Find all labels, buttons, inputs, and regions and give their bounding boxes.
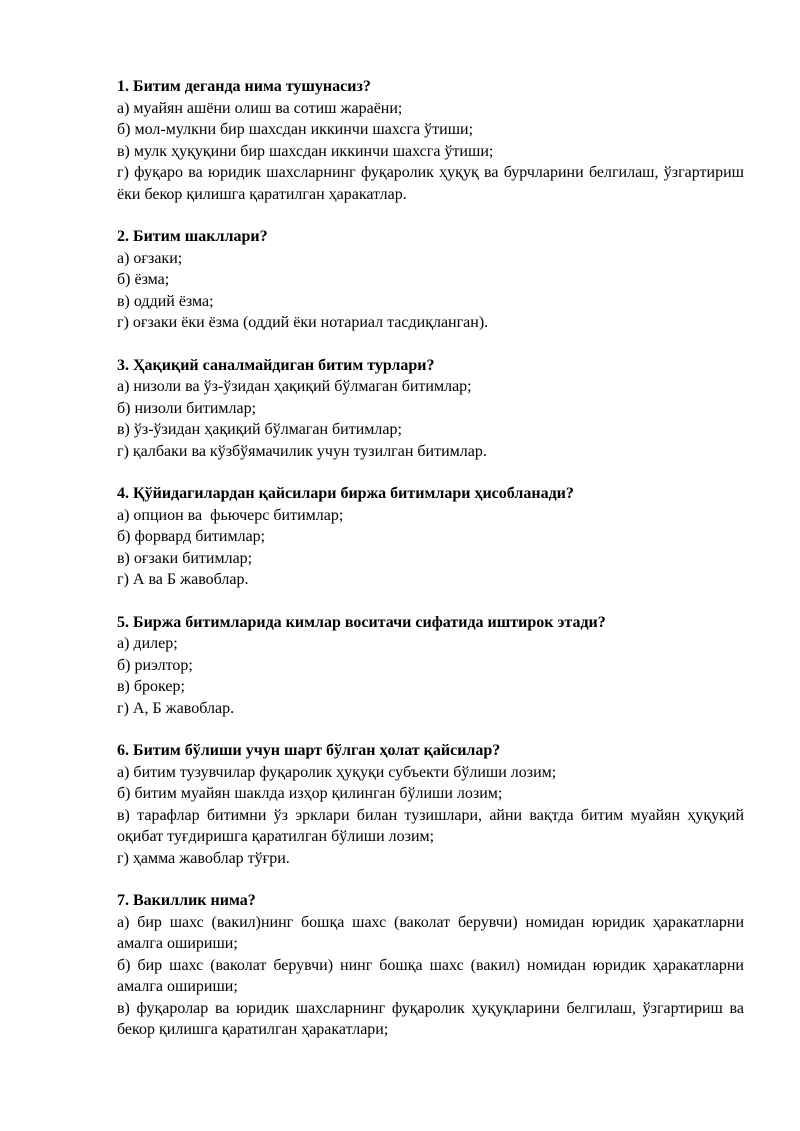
answer-option-b: б) бир шахс (ваколат берувчи) нинг бошқа шахс (вакил) номидан юридик ҳаракатларни амалга ошириши; [117,956,744,995]
answer-option-d: г) А ва Б жавоблар. [117,571,249,588]
answer-option-d: г) фуқаро ва юридик шахсларнинг фуқаролик ҳуқуқ ва бурчларини белгилаш, ўзгартириш ёки бекор қилишга қаратилган ҳаракатлар. [117,164,744,203]
question-3 [117,355,744,463]
question-4 [117,483,744,591]
answer-option-a: а) бир шахс (вакил)нинг бошқа шахс (ваколат берувчи) номидан юридик ҳаракатларни амалга ошириши; [117,913,744,952]
answer-option-c: в) тарафлар битимни ўз эрклари билан тузишлари, айни вақтда битим муайян ҳуқуқий оқибат туғдиришга қаратилган бўлиши лозим; [117,806,744,845]
answer-option-c: в) брокер; [117,678,185,695]
answer-option-a: а) опцион ва фьючерс битимлар; [117,506,344,524]
answer-option-c: в) ўз-ўзидан ҳақиқий бўлмаган битимлар; [117,421,402,438]
answer-option-c: в) фуқаролар ва юридик шахсларнинг фуқаролик ҳуқуқларини белгилаш, ўзгартириш ва бекор қилишга қаратилган ҳаракатлари; [117,999,744,1038]
question-title: 2. Битим шакллари? [117,228,268,245]
answer-option-d: г) ҳамма жавоблар тўғри. [117,849,290,867]
answer-option-b: б) ёзма; [117,271,170,288]
answer-option-d: г) А, Б жавоблар. [117,699,235,717]
question-title: 3. Ҳақиқий саналмайдиган битим турлари? [117,356,435,374]
answer-option-d: г) қалбаки ва кўзбўямачилик учун тузилган битимлар. [117,442,487,460]
question-title: 6. Битим бўлиши учун шарт бўлган ҳолат қайсилар? [117,742,501,759]
answer-option-b: б) низоли битимлар; [117,399,257,417]
question-2 [117,226,744,334]
answer-option-a: а) битим тузувчилар фуқаролик ҳуқуқи субъекти бўлиши лозим; [117,763,557,781]
answer-option-a: а) дилер; [117,635,178,652]
answer-option-b: б) битим муайян шаклда изҳор қилинган бўлиши лозим; [117,785,503,802]
question-6 [117,740,744,869]
answer-option-a: а) оғзаки; [117,249,183,267]
answer-option-b: б) мол-мулкни бир шахсдан иккинчи шахсга ўтиши; [117,121,474,138]
question-5 [117,612,744,720]
question-7 [117,890,744,1041]
question-1 [117,76,744,205]
answer-option-c: в) мулк ҳуқуқини бир шахсдан иккинчи шахсга ўтиши; [117,142,494,160]
question-title: 7. Вакиллик нима? [117,892,256,909]
question-title: 5. Биржа битимларида кимлар воситачи сифатида иштирок этади? [117,613,606,631]
answer-option-c: в) оғзаки битимлар; [117,549,253,567]
answer-option-d: г) оғзаки ёки ёзма (оддий ёки нотариал тасдиқланган). [117,314,489,331]
question-title: 4. Қўйидагилардан қайсилари биржа битимлари ҳисобланади? [117,485,574,502]
answer-option-b: б) форвард битимлар; [117,528,266,545]
question-title: 1. Битим деганда нима тушунасиз? [117,78,371,95]
answer-option-c: в) оддий ёзма; [117,292,214,310]
answer-option-a: а) муайян ашёни олиш ва сотиш жараёни; [117,99,403,117]
answer-option-a: а) низоли ва ўз-ўзидан ҳақиқий бўлмаган битимлар; [117,378,472,395]
answer-option-b: б) риэлтор; [117,656,193,674]
